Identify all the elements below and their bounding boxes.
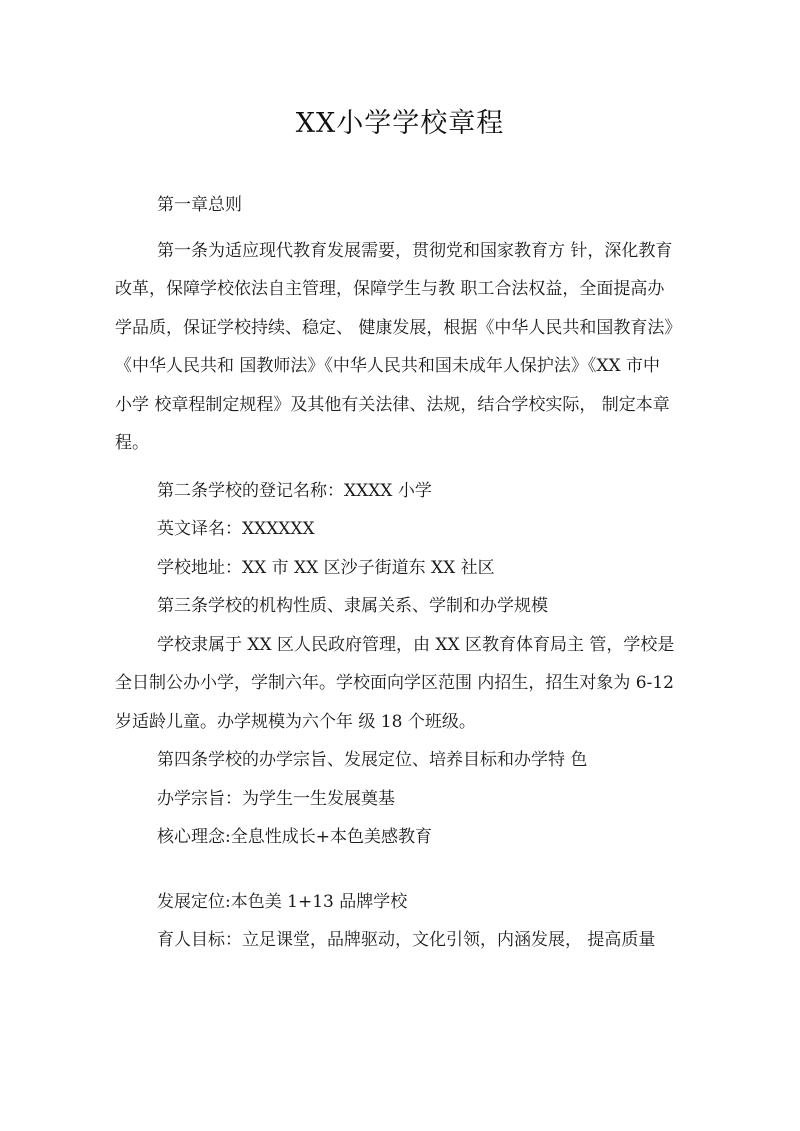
article-heading: 第四条学校的办学宗旨、发展定位、培养目标和办学特 色 — [157, 750, 588, 770]
article-2 — [115, 472, 705, 588]
education-goals: 育人目标：立足课堂，品牌驱动，文化引领，内涵发展， 提高质量 — [157, 930, 656, 950]
paragraph-line: 学校隶属于 XX 区人民政府管理，由 XX 区教育体育局主 管，学校是 — [157, 634, 675, 655]
article-heading: 第二条学校的登记名称：XXXX 小学 — [157, 480, 432, 501]
core-concept: 核心理念:全息性成长+本色美感教育 — [157, 827, 432, 847]
paragraph-line: 小学 校章程制定规程》及其他有关法律、法规，结合学校实际， 制定本章 — [115, 394, 670, 415]
document-body — [115, 186, 705, 960]
paragraph-line: 第一条为适应现代教育发展需要，贯彻党和国家教育方 针，深化教育 — [157, 240, 673, 261]
paragraph-line: 程。 — [115, 433, 149, 453]
article-1 — [115, 232, 705, 463]
article-3 — [115, 587, 705, 741]
paragraph-line: 改革，保障学校依法自主管理，保障学生与教 职工合法权益，全面提高办 — [115, 279, 665, 299]
english-name: 英文译名：XXXXXX — [157, 519, 315, 539]
school-mission: 办学宗旨：为学生一生发展奠基 — [157, 788, 395, 809]
document-title: XX小学学校章程 — [295, 108, 505, 139]
school-address: 学校地址：XX 市 XX 区沙子街道东 XX 社区 — [157, 557, 495, 578]
development-positioning: 发展定位:本色美 1+13 品牌学校 — [157, 891, 408, 912]
article-4 — [115, 741, 705, 960]
paragraph-line: 全日制公办小学，学制六年。学校面向学区范围 内招生，招生对象为 6-12 — [115, 673, 674, 693]
paragraph-line: 《中华人民共和 国教师法》《中华人民共和国未成年人保护法》《XX 市中 — [115, 356, 661, 376]
paragraph-line: 学品质，保证学校持续、稳定、 健康发展，根据《中华人民共和国教育法》 — [115, 317, 682, 338]
paragraph-line: 岁适龄儿童。办学规模为六个年 级 18 个班级。 — [115, 711, 476, 732]
chapter-heading: 第一章总则 — [157, 195, 242, 215]
article-heading: 第三条学校的机构性质、隶属关系、学制和办学规模 — [157, 596, 548, 616]
